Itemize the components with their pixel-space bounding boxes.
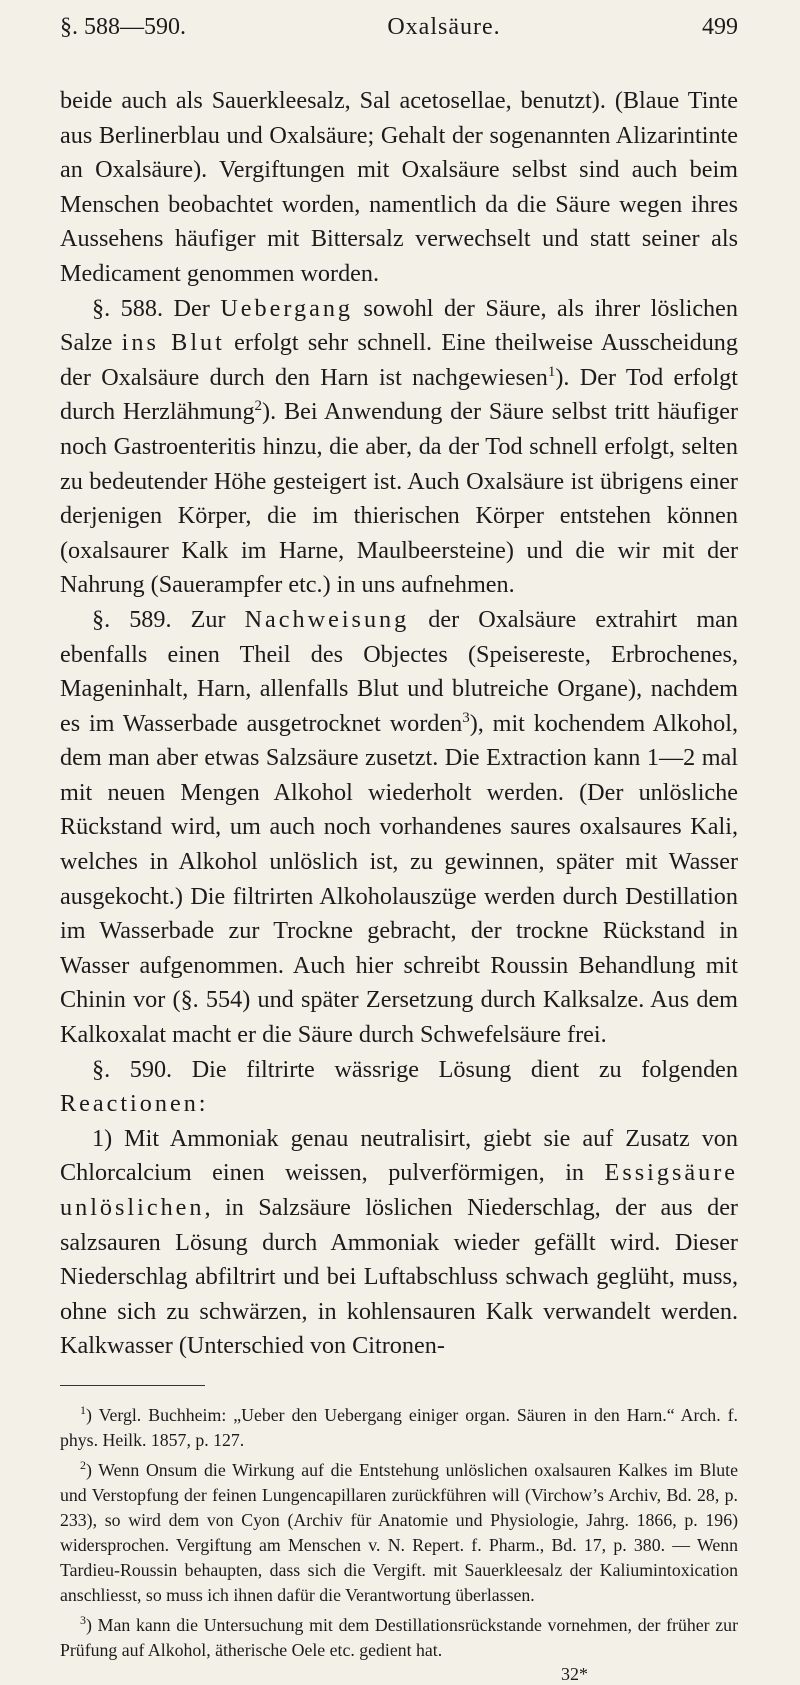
text-run: ). Bei Anwendung der Säure selbst tritt häufiger noch Gastroenteritis hinzu, die aber, da der Tod schnell erfolgt, selten zu bedeutender Höhe gesteigert ist. Auch Oxalsäure ist übrigens einer derjenigen Körper, die im thierischen Körper entstehen können (oxalsaurer Kalk im Harne, Maulbeersteine) und die wir mit der Nahrung (Sauerampfer etc.) in uns aufnehmen. — [60, 398, 738, 599]
footnote-paren: ) — [86, 1459, 99, 1480]
paragraph-p-589 — [60, 603, 738, 1053]
text-run: §. 588. Der — [92, 294, 221, 322]
spaced-term: Nachweisung — [244, 605, 410, 633]
paragraph-p-intro — [60, 84, 738, 292]
text-run: der Oxalsäure extrahirt man ebenfalls einen Theil des Objectes (Speisereste, Erbrochenes, Mageninhalt, Harn, allenfalls Blut und blutreiche Organe), nachdem es im Wasserbade ausgetrocknet worden — [60, 605, 738, 737]
text-run: §. 589. Zur — [92, 605, 245, 633]
body-text — [60, 84, 738, 1364]
section-range: §. 588—590. — [60, 14, 186, 40]
running-head — [60, 14, 738, 54]
text-run: erfolgt sehr schnell. Eine theilweise Ausscheidung der Oxalsäure durch den Harn ist nachgewiesen — [60, 329, 738, 391]
spaced-term: ins Blut — [121, 329, 225, 357]
paragraph-p-590-1 — [60, 1122, 738, 1364]
footnote-ref: 3 — [462, 709, 470, 726]
text-run: ), mit kochendem Alkohol, dem man aber etwas Salzsäure zusetzt. Die Extraction kann 1—2 mal mit neuen Mengen Alkohol wiederholt werden. (Der unlösliche Rückstand wird, um auch noch vorhandenes saures oxalsaures Kali, welches in Alkohol unlöslich ist, zu gewinnen, später mit Wasser ausgekocht.) Die filtrirten Alkoholauszüge werden durch Destillation im Wasserbade zur Trockne gebracht, der trockne Rückstand in Wasser aufgenommen. Auch hier schreibt Roussin Behandlung mit Chinin vor (§. 554) und später Zersetzung durch Kalksalze. Aus dem Kalkoxalat macht er die Säure durch Schwefelsäure frei. — [60, 709, 738, 1049]
footnote-text: Man kann die Untersuchung mit dem Destillationsrückstande vornehmen, der früher zur Prüfung auf Alkohol, ätherische Oele etc. gedient hat. — [60, 1614, 738, 1660]
footnote-mark: 1 — [80, 1402, 86, 1417]
signature-mark: 32* — [561, 1663, 588, 1684]
footnote-ref: 1 — [547, 363, 556, 380]
page-number: 499 — [701, 14, 738, 40]
footnote-mark: 2 — [80, 1457, 86, 1472]
text-run: ). Der Tod erfolgt durch Herzlähmung — [60, 363, 738, 426]
footnote-1 — [60, 1398, 738, 1453]
footnote-text: Vergl. Buchheim: „Ueber den Uebergang einiger organ. Säuren in den Harn.“ Arch. f. phys. Heilk. 1857, p. 127. — [60, 1404, 739, 1450]
text-run: sowohl der Säure, als ihrer löslichen Salze — [60, 294, 738, 357]
footnote-text: Wenn Onsum die Wirkung auf die Entstehung unlöslichen oxalsauren Kalkes im Blute und Verstopfung der feinen Lungencapillaren zurückführen will (Virchow’s Archiv, Bd. 28, p. 233), so wird dem von Cyon (Archiv für Anatomie und Physiologie, Jahrg. 1866, p. 196) widersprochen. Vergiftung am Menschen v. N. Repert. f. Pharm., Bd. 17, p. 380. — Wenn Tardieu-Roussin behaupten, dass sich die Vergift. mit Sauerkleesalz der Kaliumintoxication anschliesst, so muss ich ihnen dafür die Verantwortung überlassen. — [60, 1459, 738, 1605]
spaced-term: Reactionen — [60, 1090, 199, 1118]
text-run: beide auch als Sauerkleesalz, Sal acetosellae, benutzt). (Blaue Tinte aus Berlinerblau und Oxalsäure; Gehalt der sogenannten Alizarintinte an Oxalsäure). Vergiftungen mit Oxalsäure selbst sind auch beim Menschen beobachtet worden, namentlich da die Säure wegen ihres Aussehens häufiger mit Bittersalz verwechselt und statt seiner als Medicament genommen worden. — [60, 87, 738, 287]
footnote-ref: 2 — [254, 398, 263, 415]
footnote-paren: ) — [86, 1404, 99, 1425]
footnotes — [60, 1398, 738, 1663]
footnote-2 — [60, 1453, 738, 1608]
text-run: 1) Mit Ammoniak genau neutralisirt, giebt sie auf Zusatz von Chlorcalcium einen weissen, pulverförmigen, in — [60, 1124, 738, 1187]
footnote-rule — [60, 1385, 205, 1386]
paragraph-p-588 — [60, 292, 738, 603]
paragraph-p-590 — [60, 1053, 738, 1122]
text-run: §. 590. Die filtrirte wässrige Lösung dient zu folgenden — [92, 1055, 738, 1083]
text-run: , in Salzsäure löslichen Niederschlag, der aus der salzsauren Lösung durch Ammoniak wieder gefällt wird. Dieser Niederschlag abfiltrirt und bei Luftabschluss schwach geglüht, muss, ohne sich zu schwärzen, in kohlensauren Kalk verwandelt werden. Kalkwasser (Unterschied von Citronen- — [60, 1194, 738, 1360]
spaced-term: Essigsäure unlöslichen — [60, 1159, 738, 1221]
chapter-title: Oxalsäure. — [387, 14, 501, 40]
spaced-term: Uebergang — [220, 294, 354, 322]
text-run: : — [198, 1090, 206, 1118]
footnote-3 — [60, 1608, 738, 1663]
footnote-mark: 3 — [80, 1612, 86, 1627]
footnote-paren: ) — [86, 1614, 98, 1635]
